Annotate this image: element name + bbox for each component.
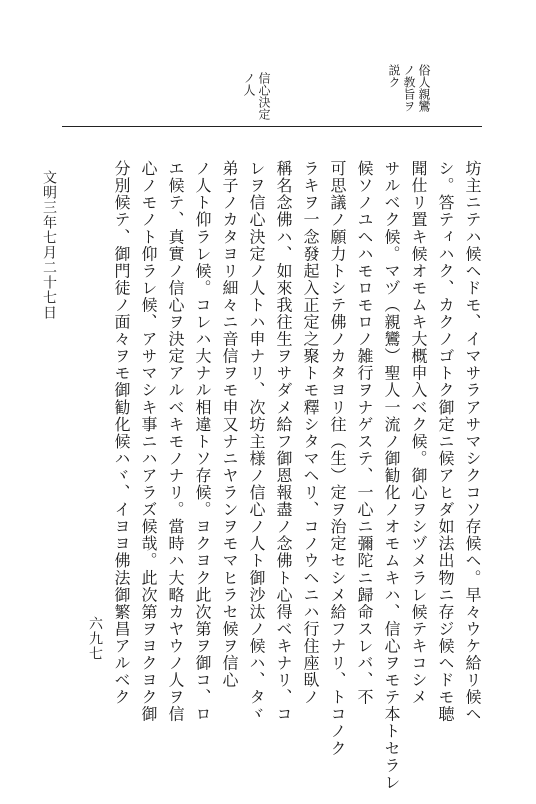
text-column: 可思議ノ願力トシテ佛ノカタヨリ往（生）定ヲ治定セシメ給フナリ、トコノク <box>328 160 347 757</box>
text-column: 坊主ニテハ候ヘドモ、イマサラアサマシクコソ存候ヘ。早々ウケ給リ候ヘ <box>463 160 482 723</box>
text-column: 心ノモノト仰ラレ候、アサマシキ事ニハアラズ候哉。此次第ヲヨクヨク御 <box>139 160 158 723</box>
text-column: 候ソノユヘハモロモロノ雑行ヲナゲステ、一心ニ彌陀ニ歸命スレバ、不 <box>355 160 374 706</box>
page-number: 六九七 <box>87 616 103 661</box>
text-column: シ。答ティハク、カクノゴトク御定ニ候アヒダ如法出物ニ存ジ候ヘドモ聴 <box>436 160 455 723</box>
margin-note-line: 信心決定 <box>257 72 271 120</box>
margin-note-line: ノ人 <box>242 72 256 96</box>
text-column: 聞仕リ置キ候オモムキ大概申入ベク候。御心ヲシヅメラレ候テキコシメ <box>409 160 428 706</box>
text-column: サルベク候。マヅ（親鸞）聖人一流ノ御勧化ノオモムキハ、信心ヲモテ本トセラレ <box>382 160 401 791</box>
text-column: ラキヲ一念發起入正定之聚トモ釋シタマヘリ、コノウヘニハ行住座臥ノ <box>301 160 320 706</box>
date-line: 文明三年七月二十七日 <box>41 170 57 320</box>
text-column: 弟子ノカタヨリ細々ニ音信ヲモ申又ナニヤランヲモマヒラセ候ヲ信心 <box>220 160 239 689</box>
text-column: 稱名念佛ハ、如來我往生ヲサダメ給フ御恩報盡ノ念佛ト心得ベキナリ、コ <box>274 160 293 723</box>
header-rule <box>62 126 482 127</box>
text-column: 分別候テ、御門徒ノ面々ヲモ御勧化候ハヾ、イヨヨ佛法御繁昌アルベク <box>112 160 131 706</box>
text-column: レヲ信心決定ノ人トハ申ナリ、次坊主様ノ信心ノ人ト御沙汰ノ候ハ、タヾ <box>247 160 266 723</box>
margin-note-line: 説ク <box>387 64 401 88</box>
text-column: ノ人ト仰ラレ候。コレハ大ナル相違トソ存候。ヨクヨク此次第ヲ御コ、ロ <box>193 160 212 723</box>
margin-note-line: ノ教旨ヲ <box>402 64 416 112</box>
margin-note-line: 俗人親鸞 <box>417 64 431 112</box>
text-column: エ候テ、真實ノ信心ヲ決定アルベキモノナリ。當時ハ大略カヤウノ人ヲ信 <box>166 160 185 723</box>
